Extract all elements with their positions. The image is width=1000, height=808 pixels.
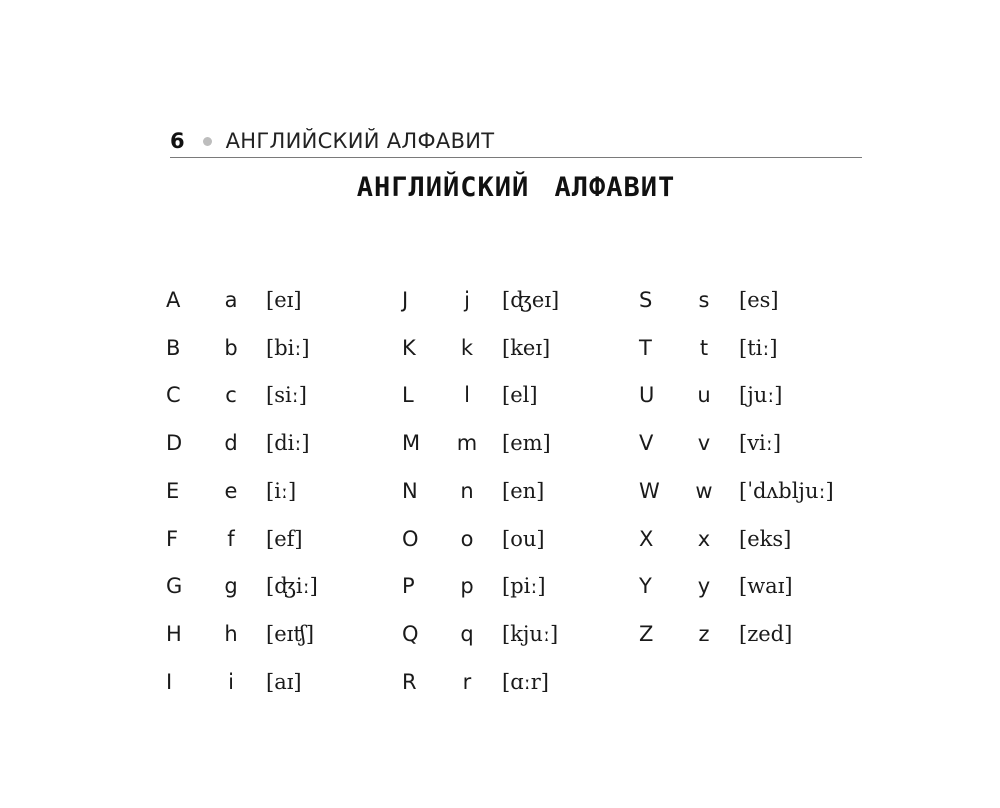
uppercase-letter: Y (639, 574, 652, 599)
uppercase-letter: O (402, 526, 419, 551)
uppercase-letter: X (639, 526, 654, 551)
transcription: [waɪ] (739, 574, 793, 599)
transcription: [eɪ] (266, 288, 302, 312)
transcription: [tiː] (739, 335, 778, 360)
transcription: [kjuː] (502, 621, 559, 646)
lowercase-letter: h (224, 621, 238, 646)
transcription: [juː] (739, 383, 783, 408)
lowercase-letter: l (464, 383, 470, 408)
uppercase-letter: K (402, 335, 416, 360)
alphabet-row (166, 330, 846, 366)
lowercase-letter: q (460, 621, 474, 646)
transcription: [es] (739, 288, 779, 312)
header-divider (170, 157, 862, 158)
transcription: [em] (502, 431, 551, 456)
uppercase-letter: L (402, 383, 414, 408)
bullet-icon (203, 137, 212, 146)
transcription: [iː] (266, 478, 297, 503)
alphabet-row (166, 664, 846, 700)
uppercase-letter: R (402, 669, 417, 694)
uppercase-letter: C (166, 383, 181, 408)
uppercase-letter: S (639, 288, 653, 312)
alphabet-row (166, 521, 846, 557)
uppercase-letter: A (166, 288, 181, 312)
uppercase-letter: Z (639, 621, 654, 646)
uppercase-letter: D (166, 431, 183, 456)
alphabet-row (166, 473, 846, 509)
page-number: 6 (170, 129, 185, 153)
uppercase-letter: N (402, 478, 418, 503)
running-header (170, 124, 862, 158)
lowercase-letter: r (462, 669, 472, 694)
alphabet-row (166, 425, 846, 461)
transcription: [zed] (739, 621, 793, 646)
lowercase-letter: o (460, 526, 474, 551)
lowercase-letter: c (225, 383, 237, 408)
lowercase-letter: e (224, 478, 238, 503)
alphabet-row (166, 377, 846, 413)
transcription: [eks] (739, 526, 792, 551)
lowercase-letter: v (697, 431, 711, 456)
transcription: [piː] (502, 574, 546, 599)
alphabet-row (166, 568, 846, 604)
lowercase-letter: p (460, 574, 474, 599)
lowercase-letter: u (697, 383, 711, 408)
page-title: АНГЛИЙСКИЙ АЛФАВИТ (356, 172, 676, 203)
transcription: [ɑːr] (502, 669, 549, 694)
lowercase-letter: y (697, 574, 711, 599)
transcription: [biː] (266, 335, 310, 360)
lowercase-letter: m (456, 431, 478, 456)
uppercase-letter: T (639, 335, 652, 360)
lowercase-letter: s (698, 288, 710, 312)
lowercase-letter: x (697, 526, 711, 551)
transcription: [viː] (739, 431, 782, 456)
uppercase-letter: H (166, 621, 182, 646)
lowercase-letter: z (698, 621, 710, 646)
transcription: [ʤiː] (266, 574, 318, 599)
transcription: [keɪ] (502, 335, 551, 360)
transcription: [ˈdʌbljuː] (739, 478, 834, 503)
uppercase-letter: E (166, 478, 180, 503)
lowercase-letter: k (460, 335, 474, 360)
uppercase-letter: V (639, 431, 654, 456)
transcription: [en] (502, 478, 545, 503)
uppercase-letter: M (402, 431, 421, 456)
uppercase-letter: J (402, 288, 409, 312)
transcription: [ʤeɪ] (502, 288, 560, 312)
alphabet-row (166, 616, 846, 652)
lowercase-letter: j (464, 288, 470, 312)
uppercase-letter: P (402, 574, 415, 599)
lowercase-letter: g (224, 574, 238, 599)
alphabet-row (166, 282, 846, 318)
lowercase-letter: a (224, 288, 238, 312)
lowercase-letter: n (460, 478, 474, 503)
lowercase-letter: f (227, 526, 235, 551)
uppercase-letter: I (166, 669, 173, 694)
uppercase-letter: W (639, 478, 660, 503)
uppercase-letter: B (166, 335, 181, 360)
lowercase-letter: d (224, 431, 238, 456)
transcription: [ou] (502, 526, 545, 551)
uppercase-letter: U (639, 383, 655, 408)
uppercase-letter: G (166, 574, 183, 599)
uppercase-letter: F (166, 526, 179, 551)
transcription: [aɪ] (266, 669, 302, 694)
transcription: [diː] (266, 431, 310, 456)
lowercase-letter: w (695, 478, 713, 503)
transcription: [eɪʧ] (266, 621, 315, 646)
lowercase-letter: b (224, 335, 238, 360)
uppercase-letter: Q (402, 621, 419, 646)
transcription: [el] (502, 383, 538, 408)
running-title: АНГЛИЙСКИЙ АЛФАВИТ (225, 129, 495, 153)
lowercase-letter: t (699, 335, 709, 360)
transcription: [siː] (266, 383, 307, 408)
transcription: [ef] (266, 526, 303, 551)
lowercase-letter: i (228, 669, 234, 694)
